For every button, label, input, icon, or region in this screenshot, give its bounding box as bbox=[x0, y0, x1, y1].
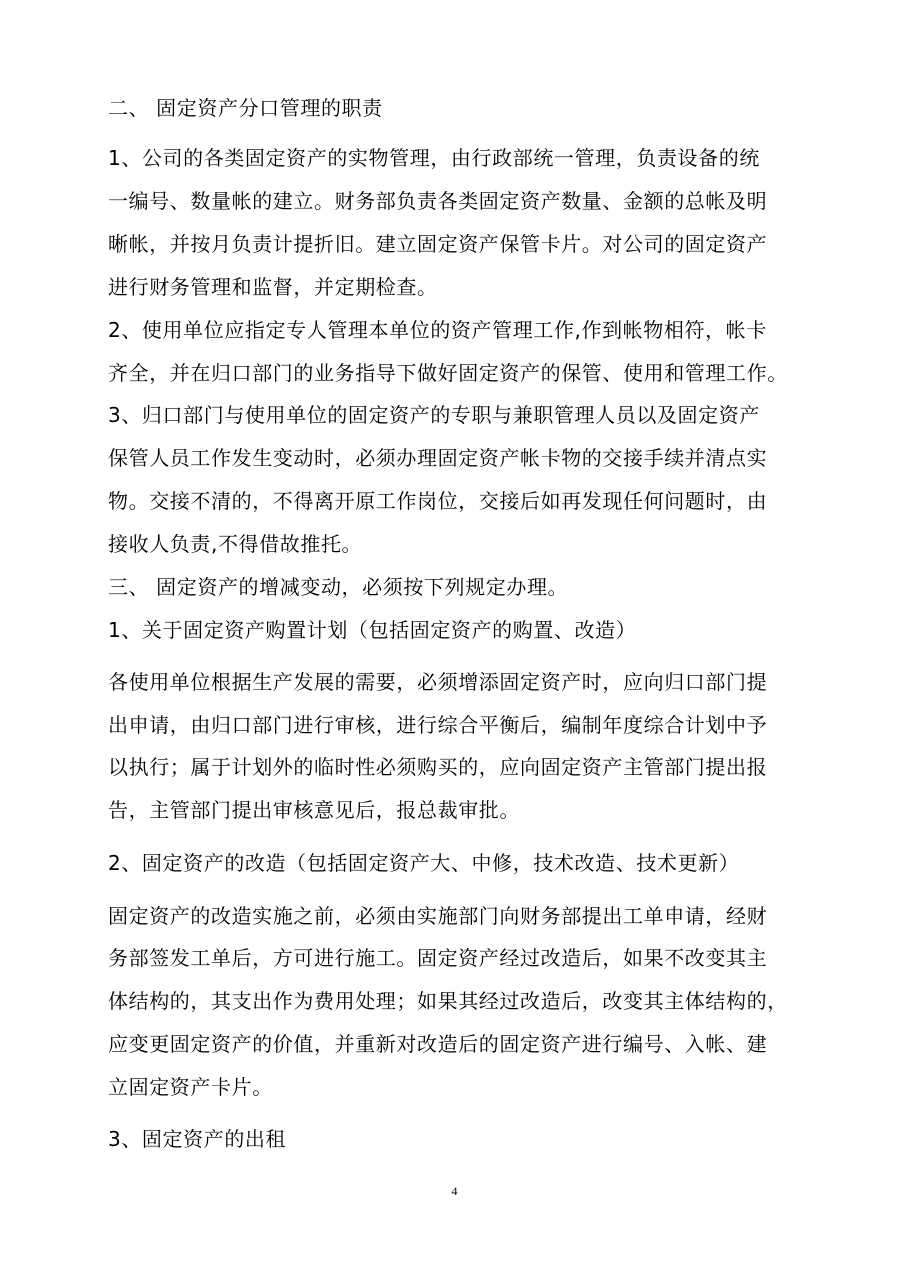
paragraph-line: 物。交接不清的，不得离开原工作岗位，交接后如再发现任何问题时，由 bbox=[108, 489, 768, 513]
paragraph-line: 齐全，并在归口部门的业务指导下做好固定资产的保管、使用和管理工作。 bbox=[108, 361, 788, 385]
subsection-heading: 3、固定资产的出租 bbox=[108, 1127, 287, 1151]
paragraph-line: 晰帐，并按月负责计提折旧。建立固定资产保管卡片。对公司的固定资产 bbox=[108, 232, 768, 256]
paragraph-line: 1、公司的各类固定资产的实物管理，由行政部统一管理，负责设备的统 bbox=[108, 146, 760, 170]
paragraph-line: 应变更固定资产的价值，并重新对改造后的固定资产进行编号、入帐、建 bbox=[108, 1032, 768, 1056]
section-heading-2: 二、 固定资产分口管理的职责 bbox=[108, 96, 383, 120]
paragraph-line: 3、归口部门与使用单位的固定资产的专职与兼职管理人员以及固定资产 bbox=[108, 403, 760, 427]
paragraph-line: 保管人员工作发生变动时，必须办理固定资产帐卡物的交接手续并清点实 bbox=[108, 446, 768, 470]
paragraph-line: 固定资产的改造实施之前，必须由实施部门向财务部提出工单申请，经财 bbox=[108, 904, 768, 928]
paragraph-line: 出申请，由归口部门进行审核，进行综合平衡后，编制年度综合计划中予 bbox=[108, 713, 768, 737]
section-heading-3: 三、 固定资产的增减变动，必须按下列规定办理。 bbox=[108, 575, 569, 599]
page-number: 4 bbox=[451, 1184, 458, 1198]
subsection-heading: 1、关于固定资产购置计划（包括固定资产的购置、改造） bbox=[108, 618, 637, 642]
paragraph-line: 接收人负责,不得借故推托。 bbox=[108, 532, 363, 556]
paragraph-line: 告，主管部门提出审核意见后，报总裁审批。 bbox=[108, 798, 520, 822]
paragraph-line: 各使用单位根据生产发展的需要，必须增添固定资产时，应向归口部门提 bbox=[108, 670, 768, 694]
paragraph-line: 2、使用单位应指定专人管理本单位的资产管理工作,作到帐物相符，帐卡 bbox=[108, 318, 767, 342]
paragraph-line: 体结构的，其支出作为费用处理；如果其经过改造后，改变其主体结构的， bbox=[108, 989, 788, 1013]
paragraph-line: 一编号、数量帐的建立。财务部负责各类固定资产数量、金额的总帐及明 bbox=[108, 189, 768, 213]
paragraph-line: 以执行；属于计划外的临时性必须购买的，应向固定资产主管部门提出报 bbox=[108, 755, 768, 779]
paragraph-line: 立固定资产卡片。 bbox=[108, 1075, 273, 1099]
paragraph-line: 进行财务管理和监督，并定期检查。 bbox=[108, 275, 438, 299]
paragraph-line: 务部签发工单后，方可进行施工。固定资产经过改造后，如果不改变其主 bbox=[108, 946, 768, 970]
subsection-heading: 2、固定资产的改造（包括固定资产大、中修，技术改造、技术更新） bbox=[108, 851, 740, 875]
